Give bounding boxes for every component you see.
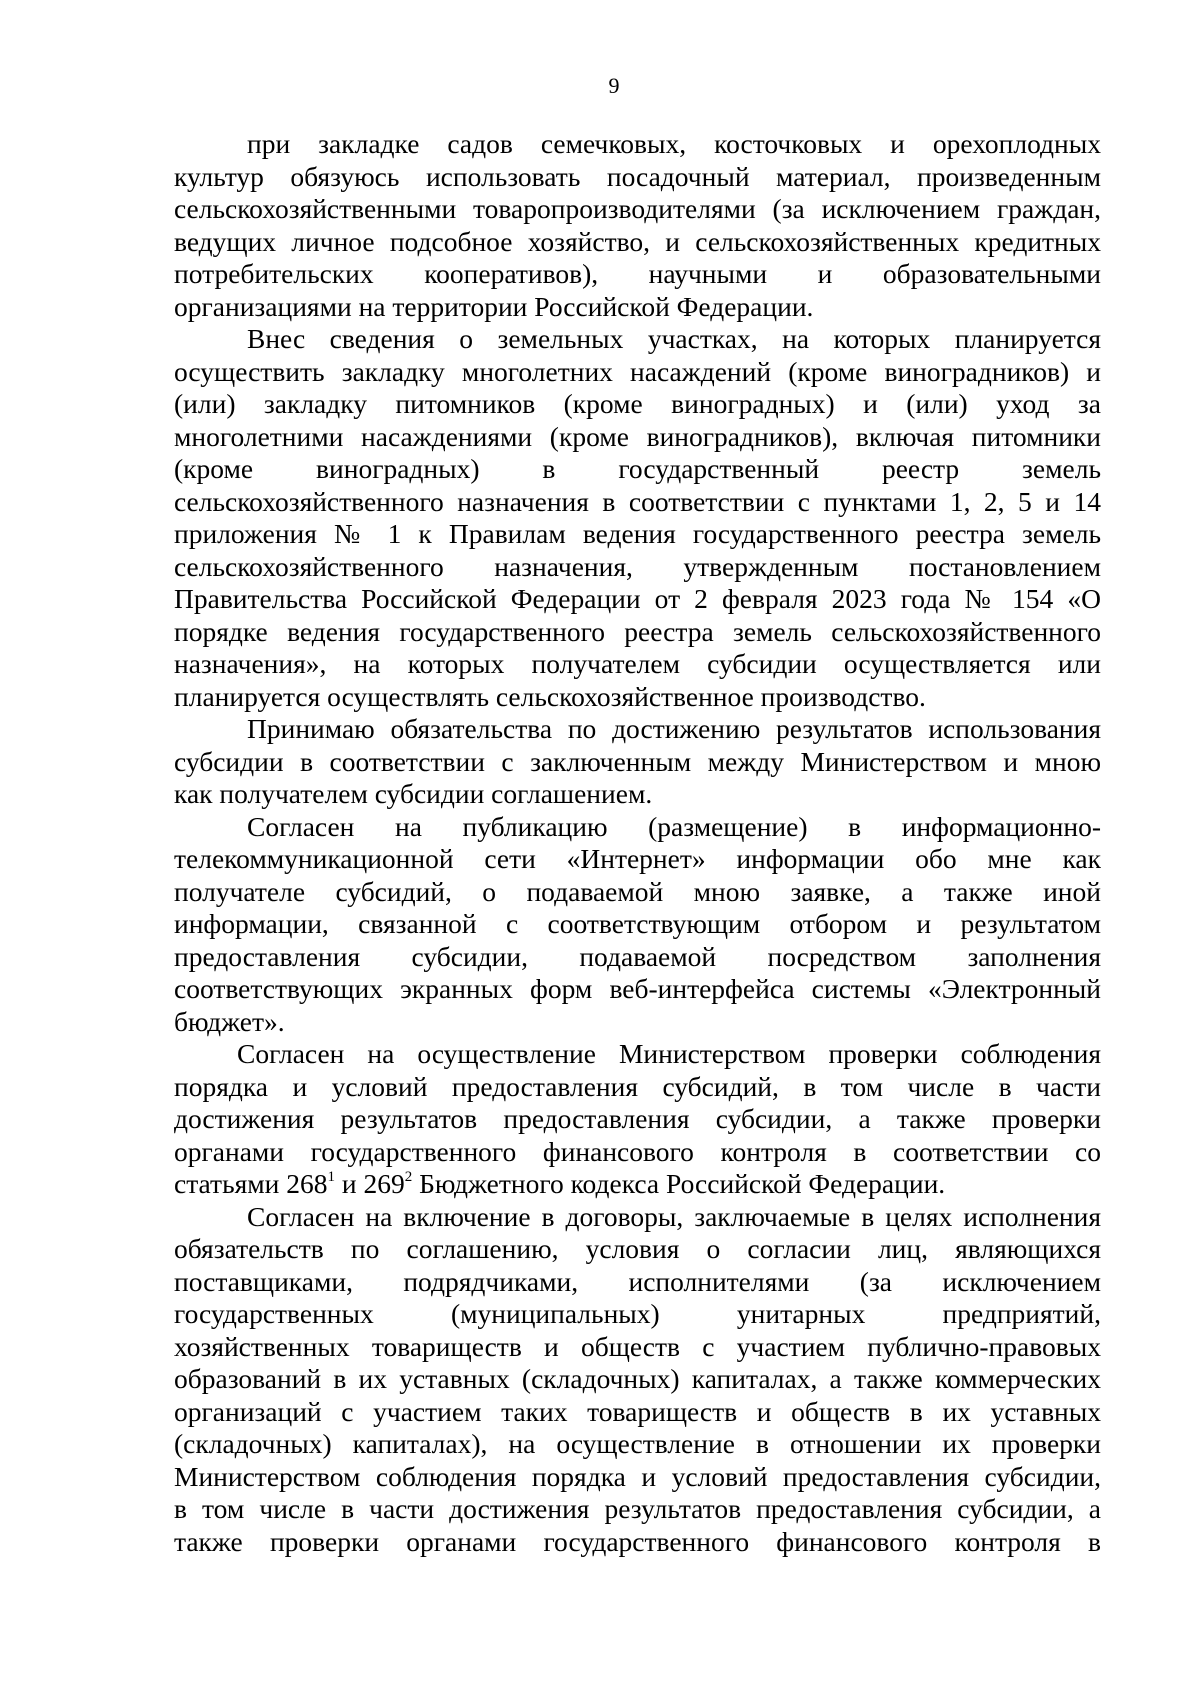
document-body [174,128,1101,1558]
text-line: (или) закладку питомников (кроме виноградных) и (или) уход за [174,388,1101,419]
text-line: потребительских кооперативов), научными и образовательными [174,258,1101,289]
paragraph-publication-consent [174,811,1101,1039]
text-line: хозяйственных товариществ и обществ с участием публично-правовых [174,1330,1101,1362]
text-line: Согласен на публикацию (размещение) в информационно- [247,810,1101,842]
text-line: государственных (муниципальных) унитарных предприятий, [174,1298,1101,1329]
text-line: информации, связанной с соответствующим отбором и результатом [174,908,1101,939]
text-line: порядке ведения государственного реестра земель сельскохозяйственного [174,615,1101,647]
text-line: (кроме виноградных) в государственный реестр земель [174,453,1101,484]
text-line: культур обязуюсь использовать посадочный материал, произведенным [174,160,1101,192]
text-line: приложения № 1 к Правилам ведения государственного реестра земель [174,518,1101,549]
text-line: обязательств по соглашению, условия о согласии лиц, являющихся [174,1233,1101,1264]
text-line: бюджет». [174,1005,285,1037]
superscript: 1 [327,1169,336,1185]
text-line: также проверки органами государственного финансового контроля в [174,1525,1101,1557]
text-fragment: Бюджетного кодекса Российской Федерации. [412,1168,946,1199]
text-line: Министерством соблюдения порядка и условий предоставления субсидии, [174,1460,1101,1492]
text-fragment: статьями 268 [174,1168,328,1199]
text-line: органами государственного финансового контроля в соответствии со [174,1135,1101,1167]
paragraph-inspection-consent [174,1038,1101,1201]
paragraph-planting-material [174,128,1101,323]
text-line: сельскохозяйственного назначения, утвержденным постановлением [174,550,1101,582]
text-line: поставщиками, подрядчиками, исполнителями (за исключением [174,1265,1101,1297]
text-line: организациями на территории Российской Федерации. [174,290,814,322]
text-line: соответствующих экранных форм веб-интерфейса системы «Электронный [174,973,1101,1004]
superscript: 2 [404,1169,413,1185]
paragraph-land-register [174,323,1101,713]
paragraph-contracts-consent [174,1201,1101,1559]
text-line: субсидии в соответствии с заключенным между Министерством и мною [174,745,1101,777]
text-line: (складочных) капиталах), на осуществление в отношении их проверки [174,1428,1101,1459]
text-line: организаций с участием таких товариществ и обществ в их уставных [174,1395,1101,1427]
text-line-budget-code [174,1168,1101,1201]
text-line: Внес сведения о земельных участках, на которых планируется [247,323,1101,354]
text-line: образований в их уставных (складочных) капиталах, а также коммерческих [174,1363,1101,1394]
text-line: Согласен на включение в договоры, заключаемые в целях исполнения [247,1200,1101,1232]
text-line: телекоммуникационной сети «Интернет» информации обо мне как [174,843,1101,874]
text-line: Принимаю обязательства по достижению результатов использования [247,713,1101,744]
text-line: Правительства Российской Федерации от 2 февраля 2023 года № 154 «О [174,583,1101,614]
text-line: получателе субсидий, о подаваемой мною заявке, а также иной [174,875,1101,907]
text-line: предоставления субсидии, подаваемой посредством заполнения [174,940,1101,972]
text-line: в том числе в части достижения результатов предоставления субсидии, а [174,1493,1101,1524]
text-line: достижения результатов предоставления субсидии, а также проверки [174,1103,1101,1134]
text-line: осуществить закладку многолетних насаждений (кроме виноградников) и [174,355,1101,387]
text-line: назначения», на которых получателем субсидии осуществляется или [174,648,1101,679]
text-line: при закладке садов семечковых, косточковых и орехоплодных [247,128,1101,159]
text-line: сельскохозяйственными товаропроизводителями (за исключением граждан, [174,193,1101,224]
text-line: ведущих личное подсобное хозяйство, и сельскохозяйственных кредитных [174,225,1101,257]
text-line: порядка и условий предоставления субсидий, в том числе в части [174,1070,1101,1102]
text-line: как получателем субсидии соглашением. [174,778,653,809]
paragraph-obligations [174,713,1101,811]
text-line: Согласен на осуществление Министерством проверки соблюдения [237,1038,1101,1069]
text-line: планируется осуществлять сельскохозяйственное производство. [174,680,926,712]
text-fragment: и 269 [335,1168,405,1199]
text-line: сельскохозяйственного назначения в соответствии с пунктами 1, 2, 5 и 14 [174,485,1101,517]
text-line: многолетними насаждениями (кроме виноградников), включая питомники [174,420,1101,452]
page-number: 9 [608,73,620,98]
